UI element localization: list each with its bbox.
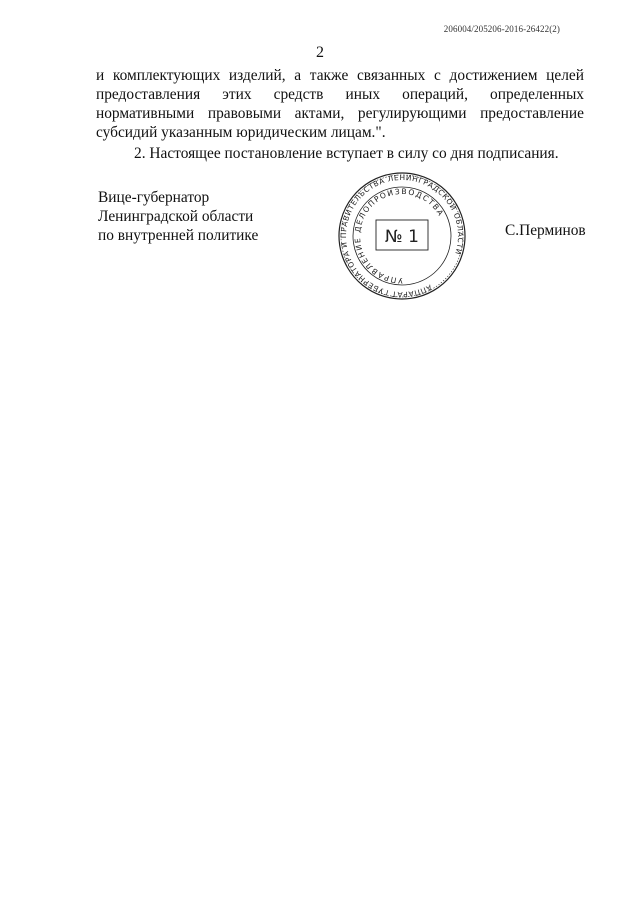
stamp-outer-text: АППАРАТ ГУБЕРНАТОРА И ПРАВИТЕЛЬСТВА ЛЕНИНГРАДСКОЙ ОБЛАСТИ xyxy=(338,172,466,300)
signatory-position xyxy=(98,188,258,245)
position-line-1: Вице-губернатор xyxy=(98,189,210,206)
position-line-3: по внутренней политике xyxy=(98,227,259,244)
document-body xyxy=(96,66,584,163)
signer-name: С.Перминов xyxy=(505,222,586,239)
position-line-2: Ленинградской области xyxy=(98,208,254,225)
page-number: 2 xyxy=(316,44,324,61)
stamp-inner-text: УПРАВЛЕНИЕ ДЕЛОПРОИЗВОДСТВА xyxy=(352,186,446,286)
document-id: 206004/205206-2016-26422(2) xyxy=(443,24,560,34)
continuation-paragraph: и комплектующих изделий, а также связанных с достижением целей предоставления этих средств иных операций, определенных нормативными правовыми актами, регулирующими предоставление субсидий указанным юридическим лицам.". xyxy=(96,67,584,141)
stamp-number: № 1 xyxy=(385,227,419,247)
effective-date-paragraph: 2. Настоящее постановление вступает в силу со дня подписания. xyxy=(134,145,559,162)
official-stamp xyxy=(336,170,468,302)
